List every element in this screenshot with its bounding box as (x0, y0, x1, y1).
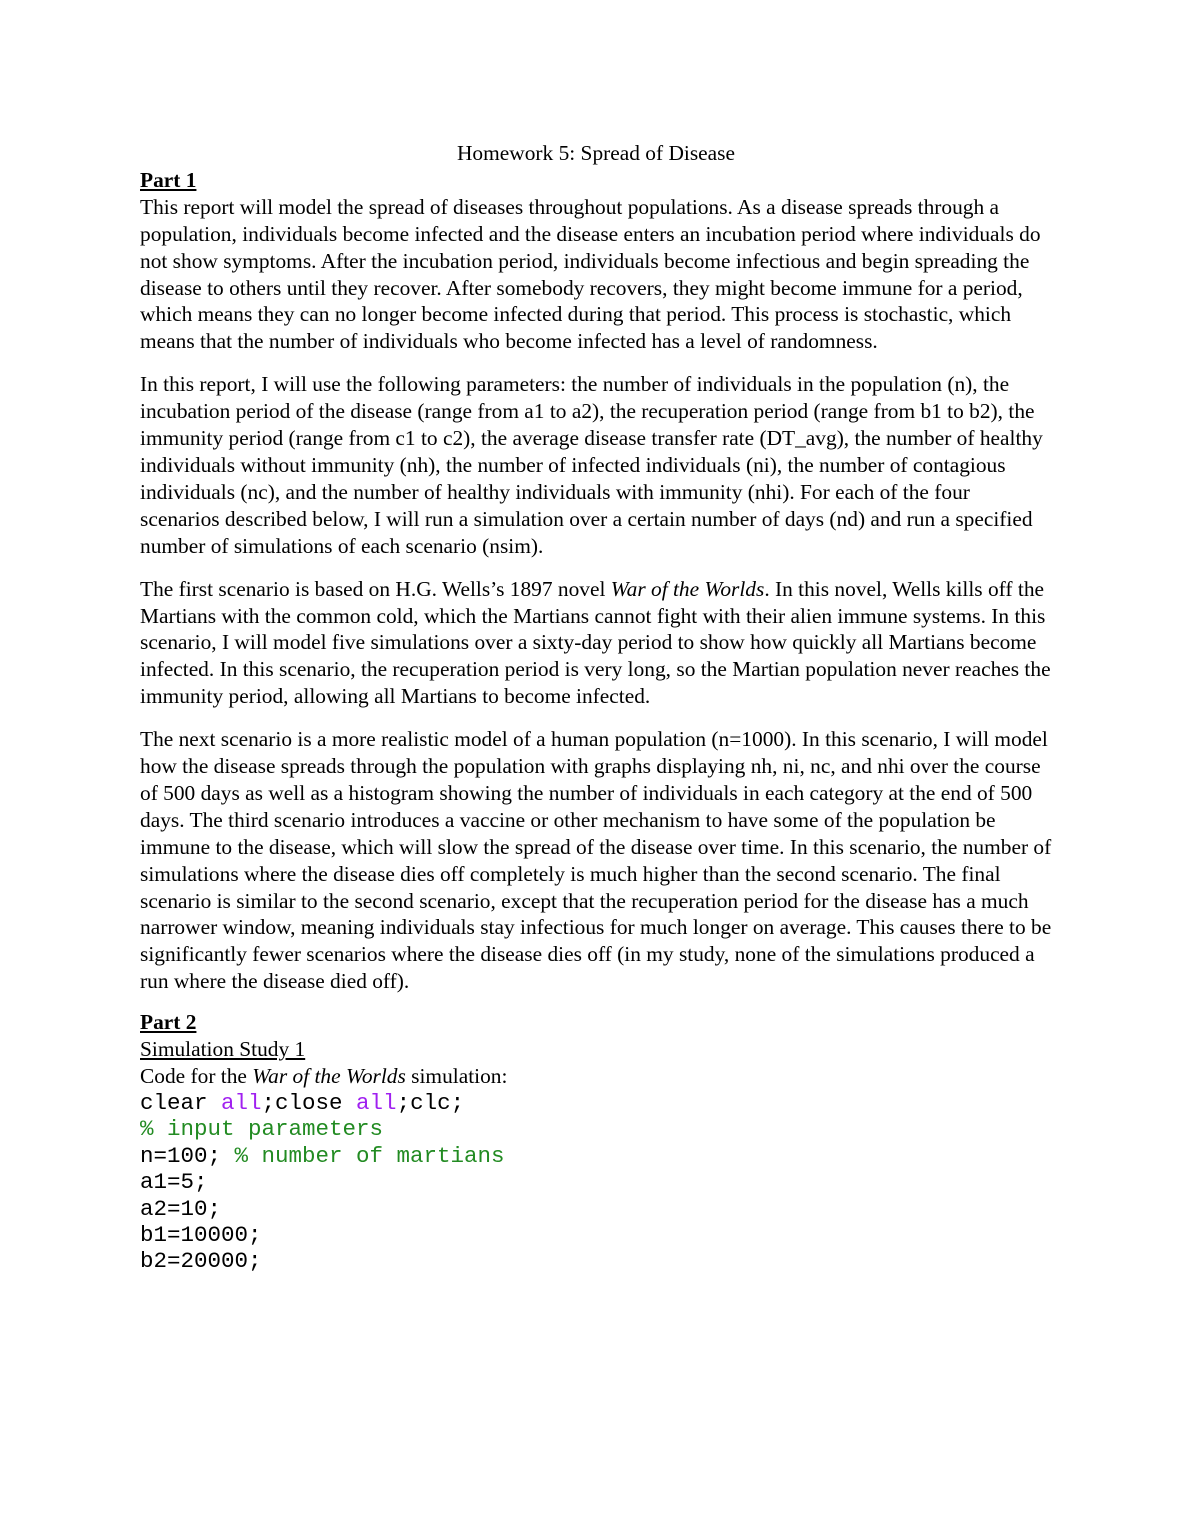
code-line: b1=10000; (140, 1221, 262, 1248)
code-line (140, 1090, 1052, 1116)
book-title: War of the Worlds (610, 576, 765, 601)
paragraph-war-of-worlds (140, 576, 1052, 711)
code-intro (140, 1063, 1052, 1090)
code-line (140, 1116, 1052, 1142)
paragraph-text: The first scenario is based on H.G. Wells’s 1897 novel (140, 576, 611, 601)
simulation-study-heading: Simulation Study 1 (140, 1037, 306, 1062)
book-title: War of the Worlds (252, 1064, 406, 1088)
code-intro-text: Code for the (140, 1064, 253, 1088)
code-text: ;clc; (396, 1089, 465, 1116)
document-page (140, 140, 1052, 1275)
code-comment: % number of martians (234, 1142, 505, 1169)
code-keyword: all (221, 1089, 262, 1116)
code-text: clear (140, 1089, 222, 1116)
code-text: ;close (261, 1089, 357, 1116)
code-keyword: all (356, 1089, 397, 1116)
code-line: b2=20000; (140, 1248, 262, 1275)
paragraph-scenarios: The next scenario is a more realistic model of a human population (n=1000). In this scenario, I will model how the disease spreads through the population with graphs displaying nh, ni, nc, and nhi over the course of 500 days as well as a histogram showing the number of individuals in each category at the end of 500 days. The third scenario introduces a vaccine or other mechanism to have some of the population be immune to the disease, which will slow the spread of the disease over time. In this scenario, the number of simulations where the disease dies off completely is much higher than the second scenario. The final scenario is similar to the second scenario, except that the recuperation period for the disease has a much narrower window, meaning individuals stay infectious for much longer on average. This causes there to be significantly fewer scenarios where the disease dies off (in my study, none of the simulations produced a run where the disease died off). (140, 727, 1052, 994)
code-line: a1=5; (140, 1169, 208, 1196)
code-line (140, 1143, 1052, 1169)
code-intro-text: simulation: (405, 1064, 508, 1088)
code-text: n=100; (140, 1142, 235, 1169)
document-title: Homework 5: Spread of Disease (456, 141, 735, 165)
part1-heading: Part 1 (140, 167, 197, 192)
paragraph-parameters: In this report, I will use the following parameters: the number of individuals in the population (n), the incubation period of the disease (range from a1 to a2), the recuperation period (range from b1 to b2), the immunity period (range from c1 to c2), the average disease transfer rate (DT_avg), the number of healthy individuals without immunity (nh), the number of infected individuals (ni), the number of contagious individuals (nc), and the number of healthy individuals with immunity (nhi). For each of the four scenarios described below, I will run a simulation over a certain number of days (nd) and run a specified number of simulations of each scenario (nsim). (140, 372, 1043, 558)
code-block (140, 1090, 1052, 1275)
part2-heading: Part 2 (140, 1010, 197, 1035)
paragraph-intro: This report will model the spread of diseases throughout populations. As a disease spreads through a population, individuals become infected and the disease enters an incubation period where individuals do not show symptoms. After the incubation period, individuals become infectious and begin spreading the disease to others until they recover. After somebody recovers, they might become immune for a period, which means they can no longer become infected during that period. This process is stochastic, which means that the number of individuals who become infected has a level of randomness. (140, 194, 1041, 354)
code-line: a2=10; (140, 1195, 222, 1222)
code-comment: % input parameters (140, 1116, 384, 1143)
paragraph-text: . In this novel, Wells kills off the Martians with the common cold, which the Martians cannot fight with their alien immune systems. In this scenario, I will model five simulations over a sixty-day period to show how quickly all Martians become infected. In this scenario, the recuperation period is very long, so the Martian population never reaches the immunity period, allowing all Martians to become infected. (140, 576, 1051, 709)
